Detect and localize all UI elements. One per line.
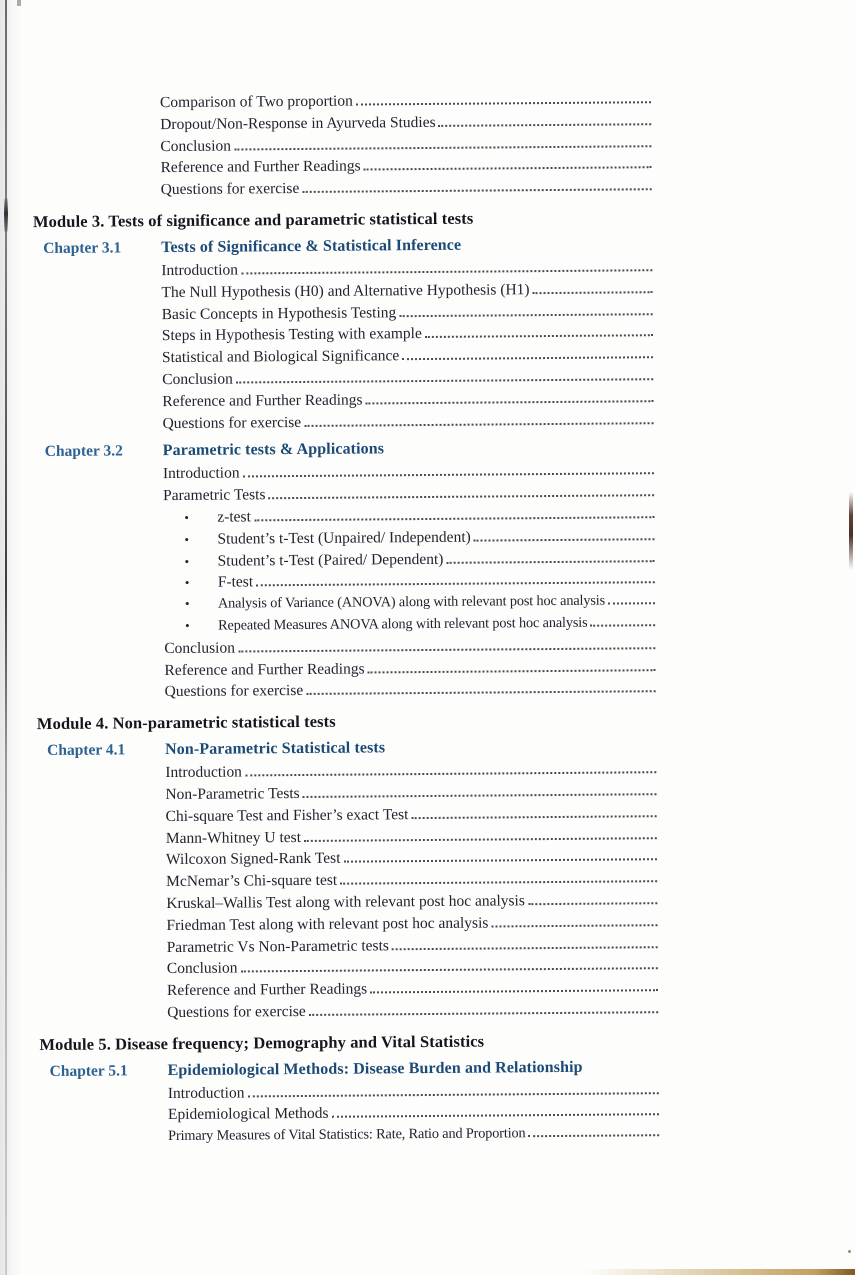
- dotted-leader: [302, 187, 651, 193]
- toc-entry-label: Questions for exercise: [167, 1002, 306, 1021]
- module-heading: Module 3. Tests of significance and parametric statistical tests: [32, 208, 474, 232]
- toc-entry-label: F-test: [217, 573, 254, 591]
- module-heading: Module 5. Disease frequency; Demography and Vital Statistics: [39, 1031, 485, 1054]
- dotted-leader: [240, 966, 657, 972]
- dotted-leader: [241, 268, 652, 274]
- dotted-leader: [268, 493, 654, 499]
- toc-entry-label: Questions for exercise: [164, 682, 304, 701]
- dotted-leader: [256, 581, 655, 587]
- chapter-number: Chapter 3.1: [43, 239, 122, 257]
- toc-entry-label: Reference and Further Readings: [164, 660, 365, 679]
- dotted-leader: [304, 836, 657, 842]
- toc-entry-label: Friedman Test along with relevant post hoc analysis: [166, 914, 489, 934]
- toc-entry: [168, 1124, 660, 1150]
- toc-entry-label: Repeated Measures ANOVA along with relevant post hoc analysis: [218, 614, 588, 634]
- dotted-leader: [340, 879, 657, 884]
- dotted-leader: [608, 601, 655, 604]
- toc-entry-label: Kruskal–Wallis Test along with relevant post hoc analysis: [166, 892, 525, 912]
- chapter-title: Tests of Significance & Statistical Inference: [161, 236, 462, 257]
- dotted-leader: [309, 1010, 658, 1016]
- dotted-leader: [533, 290, 653, 294]
- toc-entry-label: Conclusion: [164, 639, 235, 657]
- chapter-row: [50, 1054, 800, 1084]
- dotted-leader: [238, 646, 655, 652]
- dotted-leader: [254, 515, 654, 521]
- scan-artifact-dot: [848, 1250, 851, 1253]
- chapter-title: Non-Parametric Statistical tests: [165, 739, 386, 759]
- dotted-leader: [392, 945, 658, 950]
- toc-entry: [162, 411, 654, 437]
- dotted-leader: [402, 355, 653, 360]
- bullet-icon: •: [184, 596, 190, 612]
- dotted-leader: [245, 770, 656, 776]
- toc-entry: [161, 177, 653, 203]
- toc-entry-label: Introduction: [161, 261, 239, 280]
- dotted-leader: [247, 1091, 658, 1097]
- toc-entry-label: Student’s t-Test (Unpaired/ Independent): [217, 528, 471, 548]
- toc-entry-label: Non-Parametric Tests: [165, 784, 300, 803]
- toc-entry-label: Statistical and Biological Significance: [161, 347, 400, 367]
- toc-entry-label: Introduction: [167, 1084, 245, 1102]
- dotted-leader: [306, 690, 655, 696]
- chapter-row: [47, 733, 797, 763]
- dotted-leader: [425, 334, 653, 339]
- toc-entry-label: Student’s t-Test (Paired/ Dependent): [217, 550, 444, 570]
- toc-entry-label: z-test: [217, 508, 251, 526]
- leading-entries: [160, 90, 653, 203]
- toc-entry-label: Introduction: [165, 763, 242, 782]
- toc-entry-label: Reference and Further Readings: [166, 980, 368, 1000]
- dotted-leader: [234, 144, 651, 150]
- chapter-entries: [168, 1081, 660, 1150]
- dotted-leader: [303, 792, 657, 798]
- toc-entry-label: Conclusion: [160, 137, 232, 155]
- dotted-leader: [528, 901, 657, 905]
- chapter-number: Chapter 4.1: [47, 741, 126, 760]
- dotted-leader: [304, 421, 653, 427]
- dotted-leader: [366, 399, 654, 404]
- toc-entry-label: Reference and Further Readings: [160, 157, 361, 177]
- chapter-entries: [161, 258, 654, 436]
- dotted-leader: [446, 559, 654, 564]
- toc-entry-label: Questions for exercise: [160, 180, 300, 199]
- chapter-entries: [163, 462, 657, 706]
- chapter-title: Parametric tests & Applications: [162, 440, 385, 460]
- toc-entry-label: Basic Concepts in Hypothesis Testing: [161, 303, 397, 323]
- toc-entry-label: Mann-Whitney U test: [165, 828, 302, 847]
- chapter-number: Chapter 5.1: [49, 1062, 128, 1080]
- toc-entry-label: McNemar’s Chi-square test: [166, 871, 338, 891]
- dotted-leader: [474, 537, 655, 541]
- toc-entry-label: Primary Measures of Vital Statistics: Rate, Ratio and Proportion: [168, 1125, 526, 1145]
- scan-artifact-right-edge: [849, 492, 853, 570]
- chapter-row: [43, 231, 793, 261]
- toc-entry-label: Epidemiological Methods: [167, 1105, 329, 1124]
- dotted-leader: [368, 668, 656, 673]
- toc-entry: [165, 680, 657, 706]
- dotted-leader: [591, 623, 656, 627]
- toc-entry-label: Parametric Tests: [163, 486, 266, 505]
- bullet-icon: •: [184, 553, 190, 569]
- toc-entry-label: Conclusion: [162, 370, 233, 389]
- toc-entry-label: The Null Hypothesis (H0) and Alternative Hypothesis (H1): [161, 280, 530, 301]
- dotted-leader: [236, 377, 653, 383]
- toc-entry-label: Analysis of Variance (ANOVA) along with relevant post hoc analysis: [217, 592, 606, 612]
- chapter-entries: [165, 760, 659, 1025]
- dotted-leader: [356, 100, 651, 105]
- dotted-leader: [332, 1113, 659, 1119]
- toc-entry-label: Comparison of Two proportion: [159, 92, 353, 112]
- dotted-leader: [370, 988, 658, 993]
- bullet-icon: •: [185, 617, 190, 633]
- chapter-title: Epidemiological Methods: Disease Burden and Relationship: [167, 1058, 583, 1079]
- scan-artifact-bottom-edge: [585, 1269, 855, 1275]
- toc-entry-label: Introduction: [162, 464, 240, 483]
- chapter-number: Chapter 3.2: [44, 442, 123, 461]
- dotted-leader: [343, 858, 656, 863]
- toc-entry-label: Steps in Hypothesis Testing with example: [161, 325, 422, 345]
- dotted-leader: [364, 166, 652, 171]
- bullet-icon: •: [184, 509, 189, 525]
- toc-entry-label: Chi-square Test and Fisher’s exact Test: [165, 805, 409, 825]
- dotted-leader: [243, 472, 654, 478]
- dotted-leader: [439, 122, 652, 127]
- dotted-leader: [399, 312, 652, 317]
- dotted-leader: [411, 814, 656, 819]
- bullet-icon: •: [184, 531, 190, 547]
- module-heading: Module 4. Non-parametric statistical tests: [36, 711, 336, 734]
- chapter-row: [45, 434, 795, 464]
- dotted-leader: [529, 1133, 660, 1137]
- bullet-icon: •: [184, 575, 190, 591]
- toc-entry-label: Questions for exercise: [162, 413, 302, 432]
- dotted-leader: [491, 923, 657, 927]
- toc-entry: [167, 1000, 659, 1026]
- toc-entry-label: Conclusion: [166, 959, 238, 978]
- toc-entry-label: Parametric Vs Non-Parametric tests: [166, 936, 389, 956]
- toc-entry-label: Reference and Further Readings: [162, 391, 363, 410]
- toc-entry-label: Wilcoxon Signed-Rank Test: [165, 849, 341, 869]
- toc-entry-label: Dropout/Non-Response in Ayurveda Studies: [160, 113, 436, 133]
